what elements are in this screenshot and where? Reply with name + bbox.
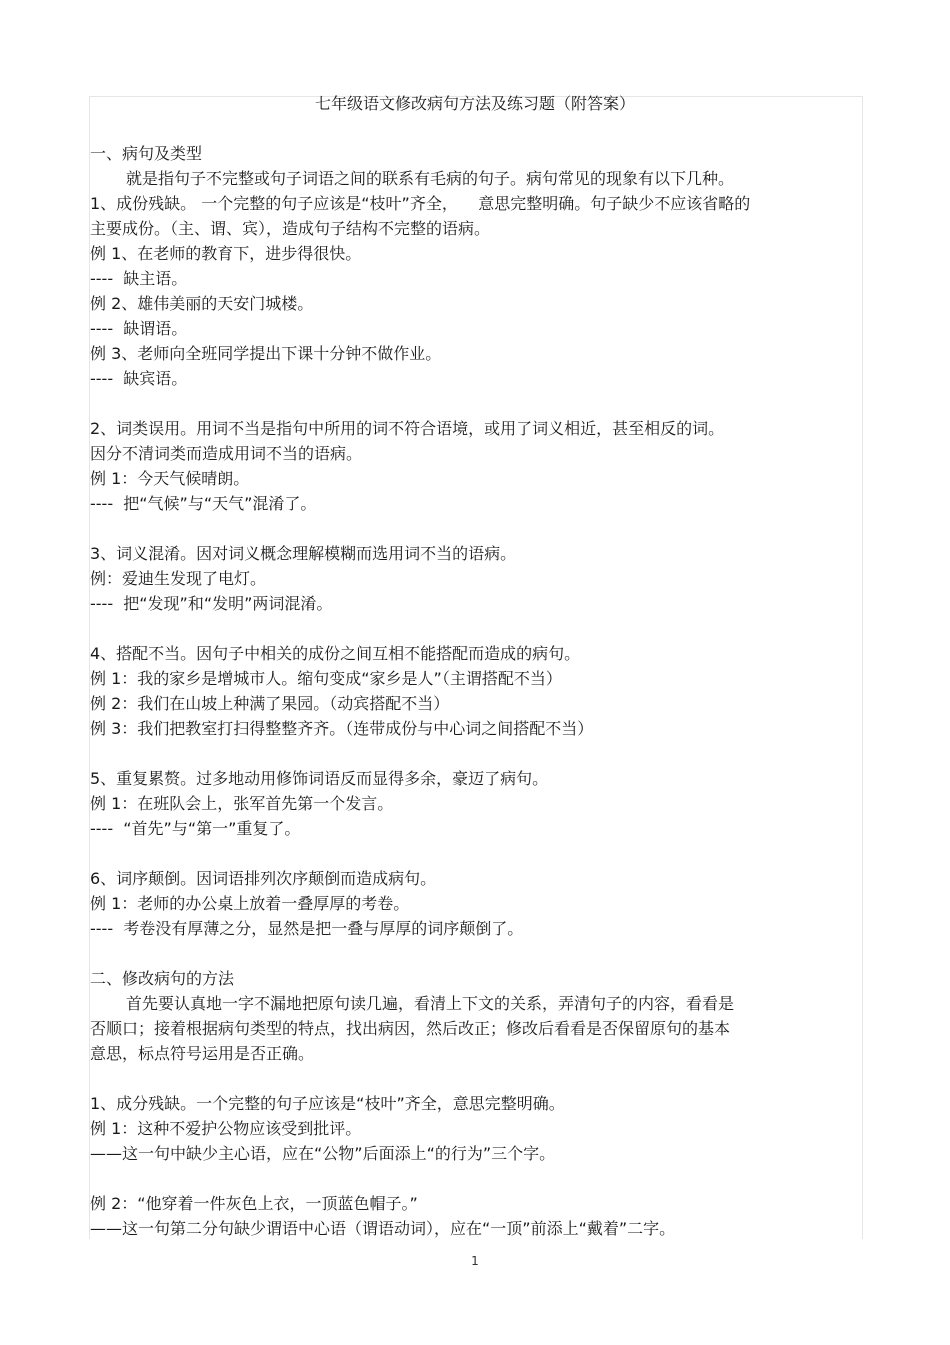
explanation-line: ---- 缺主语。: [90, 269, 188, 288]
section-heading: 二、修改病句的方法: [90, 969, 235, 988]
explanation-line: ---- 把“发现”和“发明”两词混淆。: [90, 594, 333, 613]
explanation-line: ---- 缺谓语。: [90, 319, 188, 338]
paragraph-line: 主要成份。（主、谓、宾），造成句子结构不完整的语病。: [90, 219, 491, 238]
paragraph-line: 否顺口；接着根据病句类型的特点，找出病因，然后改正；修改后看看是否保留原句的基本: [90, 1019, 731, 1038]
subsection-heading: 1、成分残缺。一个完整的句子应该是“枝叶”齐全，意思完整明确。: [90, 1094, 565, 1113]
explanation-line: ——这一句第二分句缺少谓语中心语（谓语动词），应在“一顶”前添上“戴着”二字。: [90, 1219, 676, 1238]
blank-line: [90, 941, 860, 966]
example-line: 例 1：老师的办公桌上放着一叠厚厚的考卷。: [90, 894, 410, 913]
explanation-line: ---- 把“气候”与“天气”混淆了。: [90, 494, 317, 513]
example-line: 例 1：在班队会上，张军首先第一个发言。: [90, 794, 394, 813]
example-line: 例 1：我的家乡是增城市人。缩句变成“家乡是人”（主谓搭配不当）: [90, 669, 562, 688]
blank-line: [90, 116, 860, 141]
document-title: 七年级语文修改病句方法及练习题（附答案）: [314, 94, 635, 113]
blank-line: [90, 616, 860, 641]
explanation-line: ---- 考卷没有厚薄之分，显然是把一叠与厚厚的词序颠倒了。: [90, 919, 524, 938]
blank-line: [90, 741, 860, 766]
example-line: 例 1、在老师的教育下，进步得很快。: [90, 244, 362, 263]
paragraph-line: 因分不清词类而造成用词不当的语病。: [90, 444, 363, 463]
example-line: 例 2：我们在山坡上种满了果园。（动宾搭配不当）: [90, 694, 450, 713]
paragraph-line: 意思，标点符号运用是否正确。: [90, 1044, 315, 1063]
subsection-heading: 6、词序颠倒。因词语排列次序颠倒而造成病句。: [90, 869, 437, 888]
example-line: 例：爱迪生发现了电灯。: [90, 569, 267, 588]
explanation-line: ---- 缺宾语。: [90, 369, 188, 388]
page-number: 1: [471, 1254, 479, 1268]
section-heading: 一、病句及类型: [90, 144, 203, 163]
subsection-heading: 3、词义混淆。因对词义概念理解模糊而选用词不当的语病。: [90, 544, 517, 563]
paragraph-line: 就是指句子不完整或句子词语之间的联系有毛病的句子。病句常见的现象有以下几种。: [126, 169, 735, 188]
blank-line: [90, 1066, 860, 1091]
subsection-heading: 1、成份残缺。 一个完整的句子应该是“枝叶”齐全， 意思完整明确。句子缺少不应该省略的: [90, 194, 751, 213]
paragraph-line: 首先要认真地一字不漏地把原句读几遍，看清上下文的关系，弄清句子的内容，看看是: [126, 994, 735, 1013]
blank-line: [90, 841, 860, 866]
blank-line: [90, 391, 860, 416]
blank-line: [90, 1166, 860, 1191]
explanation-line: ---- “首先”与“第一”重复了。: [90, 819, 301, 838]
document-body: [90, 92, 860, 1241]
subsection-heading: 4、搭配不当。因句子中相关的成份之间互相不能搭配而造成的病句。: [90, 644, 581, 663]
example-line: 例 1：今天气候晴朗。: [90, 469, 250, 488]
blank-line: [90, 516, 860, 541]
subsection-heading: 2、词类误用。用词不当是指句中所用的词不符合语境，或用了词义相近，甚至相反的词。: [90, 419, 725, 438]
example-line: 例 3、老师向全班同学提出下课十分钟不做作业。: [90, 344, 442, 363]
example-line: 例 2、雄伟美丽的天安门城楼。: [90, 294, 314, 313]
example-line: 例 1：这种不爱护公物应该受到批评。: [90, 1119, 362, 1138]
example-line: 例 2：“他穿着一件灰色上衣，一顶蓝色帽子。”: [90, 1194, 418, 1213]
example-line: 例 3：我们把教室打扫得整整齐齐。（连带成份与中心词之间搭配不当）: [90, 719, 594, 738]
subsection-heading: 5、重复累赘。过多地动用修饰词语反而显得多余，豪迈了病句。: [90, 769, 549, 788]
explanation-line: ——这一句中缺少主心语，应在“公物”后面添上“的行为”三个字。: [90, 1144, 556, 1163]
